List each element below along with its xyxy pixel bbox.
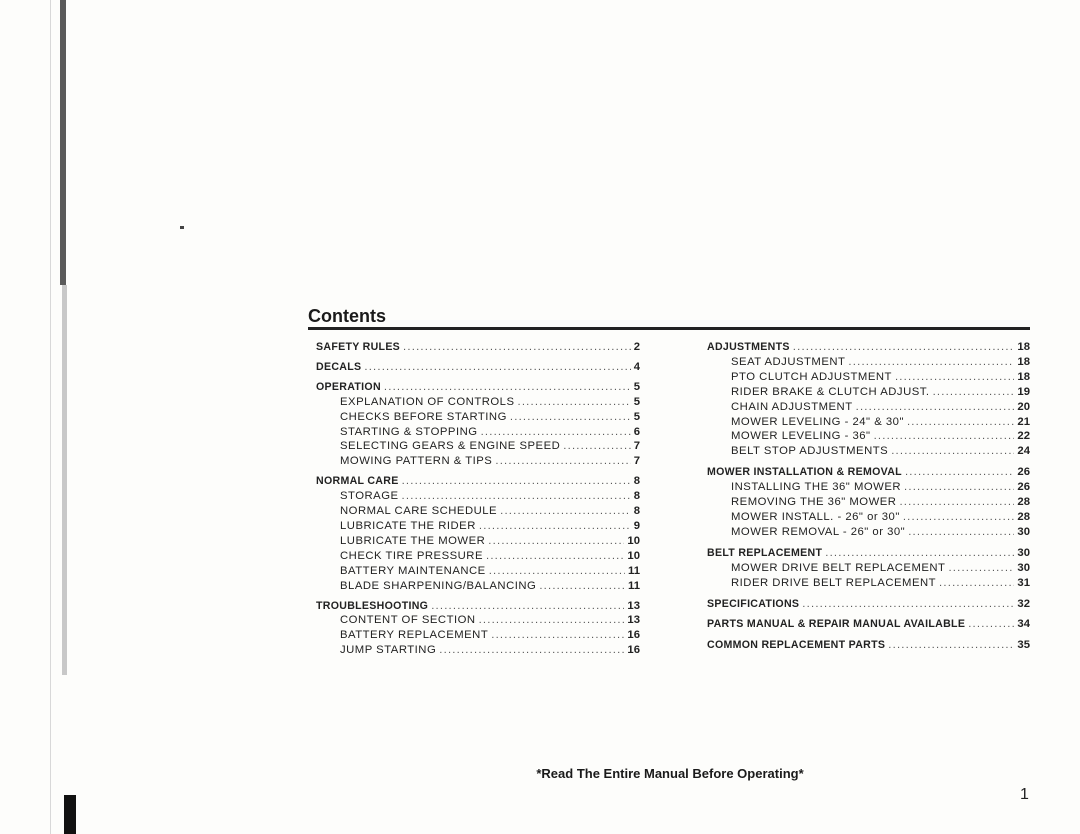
toc-sub-entry[interactable] [316, 628, 640, 643]
toc-sub-entry[interactable] [707, 415, 1030, 430]
toc-entry-label: INSTALLING THE 36" MOWER [731, 481, 902, 494]
toc-sub-entry[interactable] [316, 454, 640, 469]
toc-section [707, 597, 1030, 612]
toc-heading-entry[interactable] [316, 340, 640, 355]
page-title: Contents [308, 306, 386, 326]
dot-leader [495, 454, 630, 469]
toc-sub-entry[interactable] [316, 534, 640, 549]
toc-entry-label: CONTENT OF SECTION [340, 614, 476, 627]
dot-leader [510, 410, 631, 425]
toc-entry-page: 10 [627, 534, 640, 547]
toc-sub-entry[interactable] [316, 613, 640, 628]
toc-entry-page: 8 [633, 505, 640, 518]
dot-leader [904, 480, 1014, 495]
dot-leader [403, 340, 631, 355]
toc-entry-label: REMOVING THE 36" MOWER [731, 496, 897, 509]
toc-section [707, 340, 1030, 459]
dot-leader [899, 495, 1014, 510]
toc-entry-label: MOWER LEVELING - 24" & 30" [731, 415, 904, 428]
toc-section [707, 638, 1030, 653]
toc-entry-label: BATTERY REPLACEMENT [340, 629, 489, 642]
toc-entry-label: ADJUSTMENTS [707, 341, 790, 353]
dot-leader [907, 415, 1014, 430]
toc-entry-page: 13 [627, 599, 640, 612]
toc-sub-entry[interactable] [707, 385, 1030, 400]
toc-section [707, 465, 1030, 540]
dot-leader [563, 439, 630, 454]
toc-entry-page: 16 [627, 644, 640, 657]
toc-section [316, 380, 640, 469]
toc-entry-label: LUBRICATE THE MOWER [340, 534, 486, 547]
toc-entry-page: 28 [1017, 496, 1030, 509]
toc-entry-page: 22 [1017, 430, 1030, 443]
dot-leader [364, 360, 630, 375]
toc-entry-label: COMMON REPLACEMENT PARTS [707, 639, 886, 652]
toc-heading-entry[interactable] [316, 360, 640, 375]
toc-entry-label: SELECTING GEARS & ENGINE SPEED [340, 440, 561, 453]
toc-entry-page: 16 [627, 629, 640, 642]
toc-sub-entry[interactable] [707, 561, 1030, 576]
title-rule [308, 327, 1030, 330]
toc-entry-page: 5 [633, 410, 640, 423]
toc-entry-page: 7 [633, 440, 640, 453]
page-edge-line [50, 0, 51, 834]
print-speck [180, 226, 184, 229]
toc-entry-page: 4 [633, 360, 640, 373]
toc-entry-label: TROUBLESHOOTING [316, 599, 429, 612]
dot-leader [891, 444, 1014, 459]
dot-leader [968, 617, 1014, 632]
toc-entry-label: JUMP STARTING [340, 644, 437, 657]
page-number: 1 [1020, 786, 1029, 803]
dot-leader [479, 519, 631, 534]
toc-sub-entry[interactable] [707, 444, 1030, 459]
toc-heading-entry[interactable] [707, 465, 1030, 480]
toc-entry-page: 28 [1017, 510, 1030, 523]
toc-entry-page: 5 [633, 380, 640, 393]
toc-entry-page: 18 [1017, 341, 1030, 353]
dot-leader [488, 534, 624, 549]
toc-entry-label: PARTS MANUAL & REPAIR MANUAL AVAILABLE [707, 618, 966, 631]
toc-section [316, 340, 640, 355]
toc-entry-label: CHAIN ADJUSTMENT [731, 400, 853, 413]
toc-entry-page: 18 [1017, 355, 1030, 368]
toc-entry-label: STARTING & STOPPING [340, 425, 478, 438]
toc-entry-page: 7 [633, 455, 640, 468]
toc-entry-page: 11 [628, 579, 640, 592]
toc-sub-entry[interactable] [316, 395, 640, 410]
toc-entry-page: 18 [1017, 370, 1030, 383]
toc-section [316, 474, 640, 593]
toc-entry-label: MOWER INSTALLATION & REMOVAL [707, 466, 902, 479]
toc-entry-label: MOWER REMOVAL - 26" or 30" [731, 525, 906, 538]
toc-sub-entry[interactable] [707, 495, 1030, 510]
toc-entry-page: 26 [1017, 481, 1030, 494]
toc-entry-label: CHECKS BEFORE STARTING [340, 410, 507, 423]
toc-section [316, 599, 640, 659]
toc-heading-entry[interactable] [316, 474, 640, 489]
toc-entry-page: 26 [1017, 466, 1030, 479]
toc-entry-page: 8 [633, 490, 640, 503]
toc-sub-entry[interactable] [707, 525, 1030, 540]
toc-entry-page: 30 [1017, 561, 1030, 574]
toc-sub-entry[interactable] [316, 489, 640, 504]
dot-leader [479, 613, 625, 628]
dot-leader [905, 465, 1014, 480]
binding-spine [60, 0, 66, 285]
dot-leader [802, 597, 1014, 612]
toc-heading-entry[interactable] [707, 597, 1030, 612]
toc-entry-label: BELT REPLACEMENT [707, 546, 823, 559]
toc-entry-label: RIDER BRAKE & CLUTCH ADJUST. [731, 385, 930, 398]
dot-leader [908, 525, 1014, 540]
toc-entry-label: CHECK TIRE PRESSURE [340, 549, 483, 562]
toc-heading-entry[interactable] [707, 340, 1030, 355]
toc-entry-page: 10 [627, 549, 640, 562]
dot-leader [895, 370, 1014, 385]
dot-leader [856, 400, 1015, 415]
toc-entry-label: MOWER DRIVE BELT REPLACEMENT [731, 561, 946, 574]
toc-sub-entry[interactable] [707, 480, 1030, 495]
toc-entry-page: 24 [1017, 445, 1030, 458]
dot-leader [793, 340, 1015, 355]
toc-sub-entry[interactable] [707, 576, 1030, 591]
dot-leader [874, 429, 1015, 444]
toc-sub-entry[interactable] [316, 564, 640, 579]
dot-leader [439, 643, 624, 658]
toc-sub-entry[interactable] [316, 504, 640, 519]
toc-sub-entry[interactable] [316, 643, 640, 658]
toc-right-column [707, 340, 1030, 653]
toc-entry-page: 30 [1017, 546, 1030, 559]
toc-entry-page: 2 [633, 341, 640, 353]
toc-entry-label: BELT STOP ADJUSTMENTS [731, 445, 889, 458]
toc-entry-page: 34 [1017, 618, 1030, 631]
toc-entry-label: NORMAL CARE [316, 475, 399, 488]
toc-entry-page: 20 [1017, 400, 1030, 413]
toc-entry-label: PTO CLUTCH ADJUSTMENT [731, 370, 892, 383]
dot-leader [518, 395, 631, 410]
dot-leader [402, 489, 631, 504]
dot-leader [384, 380, 631, 395]
toc-entry-label: SAFETY RULES [316, 341, 401, 353]
toc-entry-page: 35 [1017, 639, 1030, 652]
dot-leader [481, 425, 631, 440]
toc-entry-label: BATTERY MAINTENANCE [340, 564, 486, 577]
toc-sub-entry[interactable] [316, 425, 640, 440]
toc-entry-label: RIDER DRIVE BELT REPLACEMENT [731, 576, 937, 589]
toc-heading-entry[interactable] [707, 546, 1030, 561]
toc-entry-page: 5 [633, 395, 640, 408]
toc-entry-label: OPERATION [316, 380, 381, 393]
dot-leader [500, 504, 631, 519]
toc-sub-entry[interactable] [316, 410, 640, 425]
dot-leader [939, 576, 1014, 591]
dot-leader [486, 549, 624, 564]
toc-sub-entry[interactable] [316, 579, 640, 594]
dot-leader [539, 579, 625, 594]
toc-sub-entry[interactable] [316, 439, 640, 454]
toc-sub-entry[interactable] [707, 400, 1030, 415]
binding-spine-lower [62, 285, 67, 675]
toc-entry-page: 32 [1017, 597, 1030, 610]
dot-leader [431, 599, 624, 614]
toc-entry-page: 8 [633, 475, 640, 488]
toc-heading-entry[interactable] [707, 638, 1030, 653]
toc-entry-label: SEAT ADJUSTMENT [731, 355, 846, 368]
dot-leader [888, 638, 1014, 653]
toc-heading-entry[interactable] [707, 617, 1030, 632]
toc-entry-label: NORMAL CARE SCHEDULE [340, 505, 498, 518]
toc-section [707, 617, 1030, 632]
toc-entry-label: MOWER LEVELING - 36" [731, 430, 871, 443]
dot-leader [933, 385, 1015, 400]
toc-sub-entry[interactable] [707, 355, 1030, 370]
toc-entry-page: 30 [1017, 525, 1030, 538]
dot-leader [825, 546, 1014, 561]
toc-entry-label: BLADE SHARPENING/BALANCING [340, 579, 537, 592]
toc-entry-page: 9 [633, 519, 640, 532]
toc-entry-page: 6 [633, 425, 640, 438]
toc-heading-entry[interactable] [316, 380, 640, 395]
toc-entry-page: 19 [1017, 385, 1030, 398]
toc-entry-page: 21 [1017, 415, 1030, 428]
toc-entry-label: DECALS [316, 360, 362, 373]
toc-entry-page: 13 [627, 614, 640, 627]
toc-entry-page: 31 [1017, 576, 1030, 589]
binding-spine-foot [64, 795, 76, 834]
toc-sub-entry[interactable] [707, 429, 1030, 444]
dot-leader [491, 628, 624, 643]
toc-sub-entry[interactable] [707, 510, 1030, 525]
toc-entry-label: EXPLANATION OF CONTROLS [340, 395, 515, 408]
toc-sub-entry[interactable] [707, 370, 1030, 385]
dot-leader [903, 510, 1015, 525]
toc-left-column [316, 340, 640, 658]
toc-entry-label: MOWER INSTALL. - 26" or 30" [731, 510, 900, 523]
toc-entry-label: MOWING PATTERN & TIPS [340, 455, 493, 468]
read-manual-note: *Read The Entire Manual Before Operating* [536, 766, 804, 781]
toc-sub-entry[interactable] [316, 519, 640, 534]
toc-section [316, 360, 640, 375]
toc-entry-page: 11 [628, 564, 640, 577]
dot-leader [948, 561, 1014, 576]
toc-sub-entry[interactable] [316, 549, 640, 564]
dot-leader [848, 355, 1014, 370]
dot-leader [489, 564, 625, 579]
toc-heading-entry[interactable] [316, 599, 640, 614]
dot-leader [402, 474, 631, 489]
toc-entry-label: LUBRICATE THE RIDER [340, 519, 476, 532]
toc-entry-label: STORAGE [340, 490, 399, 503]
toc-section [707, 546, 1030, 591]
toc-entry-label: SPECIFICATIONS [707, 597, 800, 610]
